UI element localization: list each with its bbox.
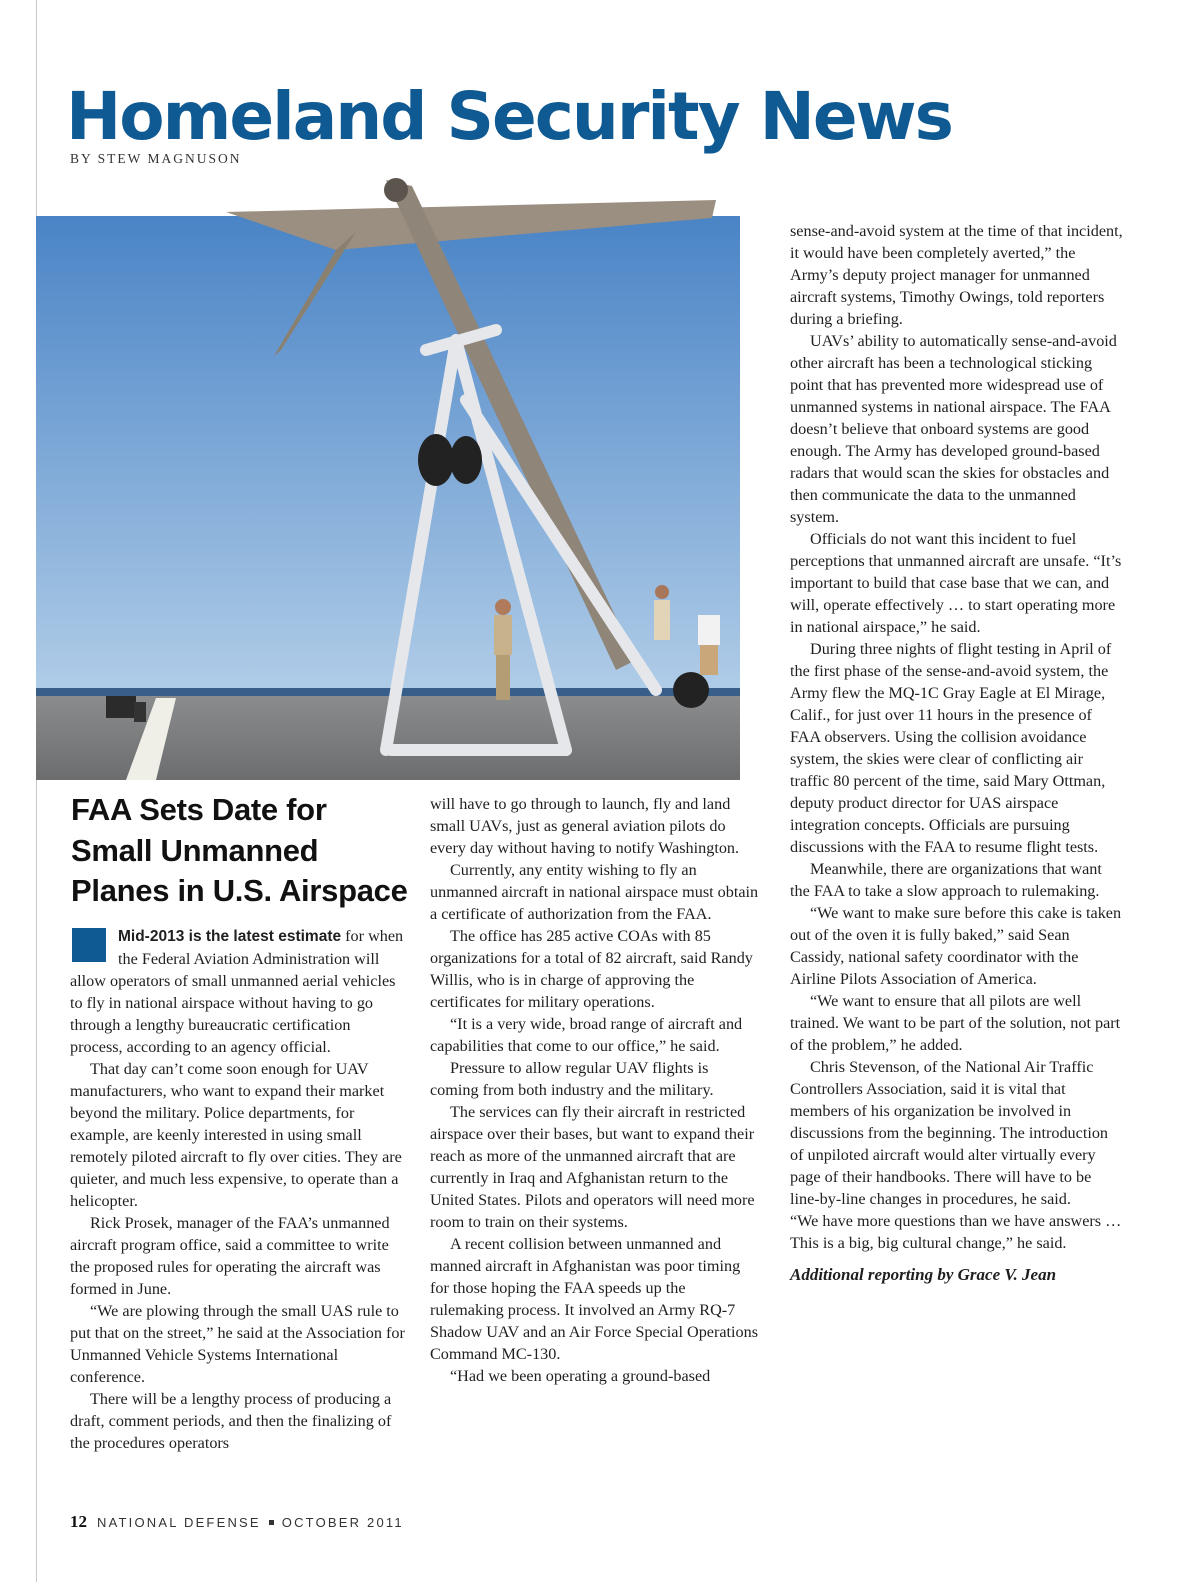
- article-column-1: [70, 925, 405, 1454]
- paragraph: Chris Stevenson, of the National Air Traffic Controllers Association, said it is vital that members of his organization be involved in discussions from the beginning. The introduction of unpiloted aircraft would alter virtually every page of their handbooks. There will have to be line-by-line changes in procedures, he said.: [790, 1058, 1109, 1208]
- paragraph-continued: sense-and-avoid system at the time of that incident, it would have been completely averted,” the Army’s deputy project manager for unmanned aircraft systems, Timothy Owings, told reporters during a briefing.: [790, 222, 1123, 328]
- paragraph: “We want to ensure that all pilots are well trained. We want to be part of the solution, not part of the problem,” he added.: [790, 992, 1121, 1054]
- paragraph: “Had we been operating a ground-based: [450, 1367, 711, 1385]
- uav-launcher-photo: [36, 160, 740, 780]
- paragraph: Officials do not want this incident to fuel perceptions that unmanned aircraft are unsafe. “It’s important to build that case base that we can, and will, operate effectively … to start operating more in national airspace,” he said.: [790, 530, 1122, 636]
- paragraph: Rick Prosek, manager of the FAA’s unmanned aircraft program office, said a committee to write the proposed rules for operating the aircraft was formed in June.: [70, 1214, 390, 1298]
- paragraph: UAVs’ ability to automatically sense-and-avoid other aircraft has been a technological sticking point that has prevented more widespread use of unmanned systems in national airspace. The FAA doesn’t believe that onboard systems are good enough. The Army has developed ground-based radars that would scan the skies for obstacles and then communicate the data to the unmanned system.: [790, 332, 1117, 526]
- page-footer: [70, 1512, 404, 1532]
- paragraph: That day can’t come soon enough for UAV manufacturers, who want to expand their market beyond the military. Police departments, for example, are keenly interested in using small remotely piloted aircraft to fly over cities. They are quieter, and much less expensive, to operate than a helicopter.: [70, 1060, 402, 1210]
- byline: BY STEW MAGNUSON: [70, 151, 242, 166]
- paragraph: Pressure to allow regular UAV flights is coming from both industry and the military.: [430, 1059, 714, 1099]
- article-headline: FAA Sets Date for Small Unmanned Planes in U.S. Airspace: [71, 792, 408, 908]
- paragraph: The services can fly their aircraft in restricted airspace over their bases, but want to expand their reach as more of the unmanned aircraft that are currently in Iraq and Afghanistan return to the United States. Pilots and operators will need more room to train on their systems.: [430, 1103, 755, 1231]
- separator-square: [269, 1520, 274, 1525]
- lead-text: for when the Federal Aviation Administration will allow operators of small unmanned aerial vehicles to fly in national airspace without having to go through a lengthy bureaucratic certification process, according to an agency official.: [70, 927, 404, 1056]
- paragraph: There will be a lengthy process of producing a draft, comment periods, and then the finalizing of the procedures operators: [70, 1390, 392, 1452]
- paragraph: “We are plowing through the small UAS rule to put that on the street,” he said at the Association for Unmanned Vehicle Systems International conference.: [70, 1302, 405, 1386]
- publication-name: NATIONAL DEFENSE: [97, 1515, 261, 1530]
- reporting-credit: Additional reporting by Grace V. Jean: [790, 1265, 1057, 1284]
- masthead-title: Homeland Security News: [66, 78, 952, 155]
- issue-date: OCTOBER 2011: [281, 1515, 404, 1530]
- paragraph: “We have more questions than we have answers … This is a big, big cultural change,” he said.: [790, 1212, 1122, 1252]
- paragraph: A recent collision between unmanned and manned aircraft in Afghanistan was poor timing for those hoping the FAA speeds up the rulemaking process. It involved an Army RQ-7 Shadow UAV and an Air Force Special Operations Command MC-130.: [430, 1235, 759, 1363]
- sky: [36, 216, 740, 696]
- paragraph: During three nights of flight testing in April of the first phase of the sense-and-avoid system, the Army flew the MQ-1C Gray Eagle at El Mirage, Calif., for just over 11 hours in the presence of FAA observers. Using the collision avoidance system, the skies were clear of conflicting air traffic 80 percent of the time, said Mary Ottman, deputy product director for UAS airspace integration concepts. Officials are pursuing discussions with the FAA to resume flight tests.: [790, 640, 1112, 856]
- paragraph-continued: will have to go through to launch, fly and land small UAVs, just as general aviation pilots do every day without having to notify Washington.: [430, 795, 740, 857]
- paragraph: Meanwhile, there are organizations that want the FAA to take a slow approach to rulemaking.: [790, 860, 1102, 900]
- article-column-3: [790, 220, 1123, 1286]
- lead-in: Mid-2013 is the latest estimate: [118, 928, 342, 945]
- paragraph: “It is a very wide, broad range of aircraft and capabilities that come to our office,” he said.: [430, 1015, 743, 1055]
- lead-paragraph: [70, 925, 405, 1058]
- article-column-2: [430, 793, 760, 1387]
- page-number: 12: [70, 1512, 87, 1531]
- paragraph: “We want to make sure before this cake is taken out of the oven it is fully baked,” said Sean Cassidy, national safety coordinator with the Airline Pilots Association of America.: [790, 904, 1122, 988]
- drop-cap-square: [72, 928, 106, 962]
- paragraph: Currently, any entity wishing to fly an unmanned aircraft in national airspace must obtain a certificate of authorization from the FAA.: [430, 861, 759, 923]
- paragraph: The office has 285 active COAs with 85 organizations for a total of 82 aircraft, said Randy Willis, who is in charge of approving the certificates for military operations.: [430, 927, 753, 1011]
